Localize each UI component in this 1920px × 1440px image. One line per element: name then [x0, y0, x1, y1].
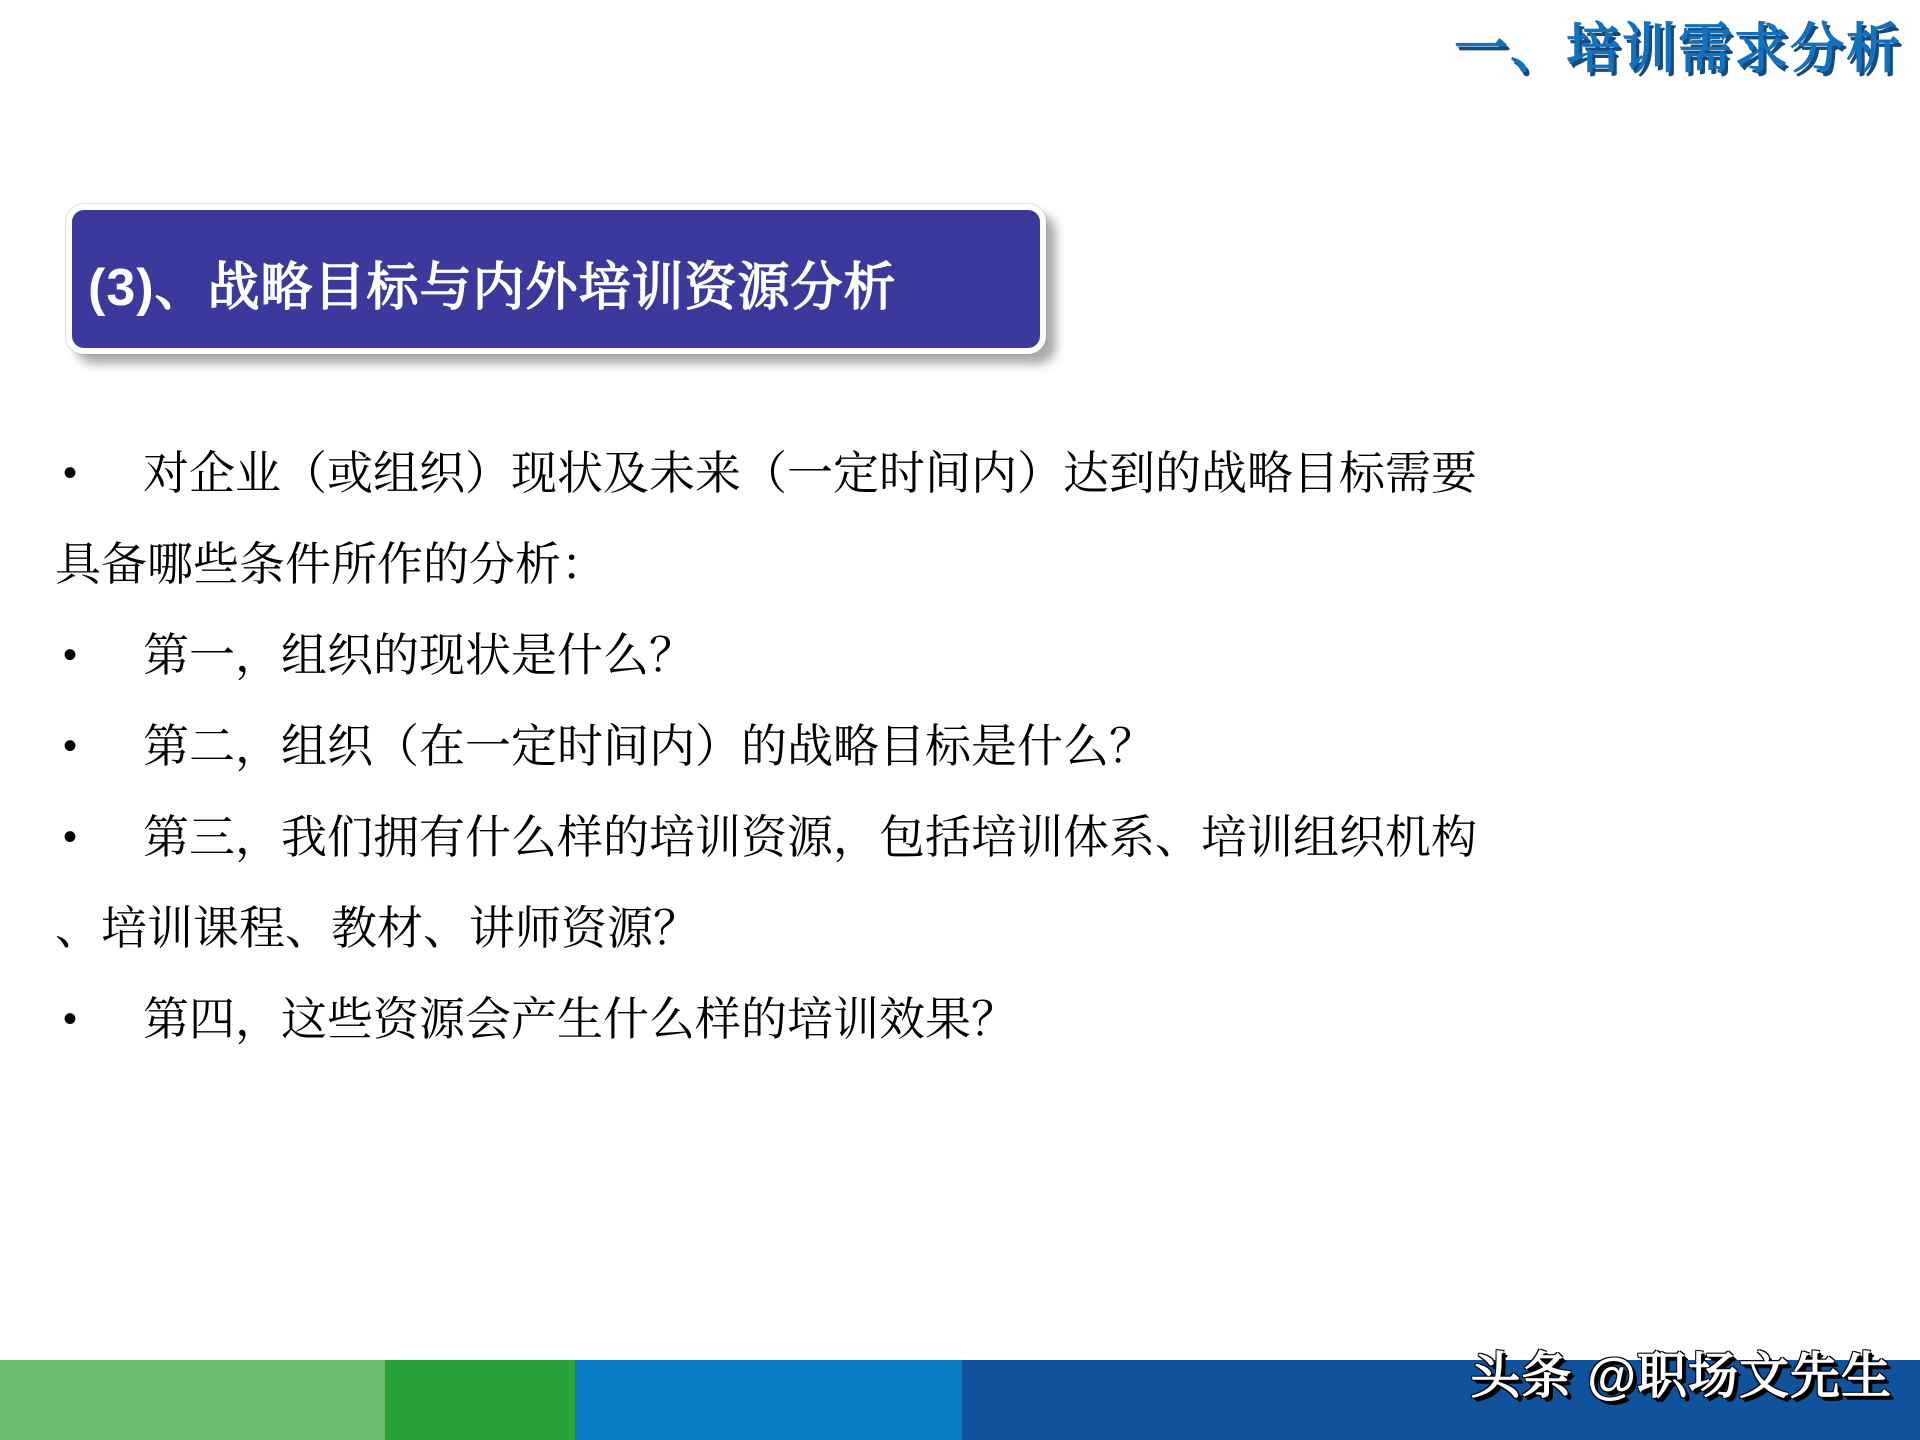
bullet-paragraph: [55, 974, 1855, 1065]
paragraph-line: [55, 974, 1855, 1065]
title-banner: [66, 204, 1046, 354]
paragraph-line: 、培训课程、教材、讲师资源？: [55, 903, 699, 954]
paragraph-line: [55, 701, 1855, 792]
watermark: 头条 @职场文先生: [1470, 1348, 1892, 1404]
paragraph-text: 第三，我们拥有什么样的培训资源，包括培训体系、培训组织机构: [143, 812, 1477, 863]
paragraph-text: 第二，组织（在一定时间内）的战略目标是什么？: [143, 721, 1155, 772]
paragraph-text: 第四，这些资源会产生什么样的培训效果？: [143, 994, 1017, 1045]
bullet-icon: •: [63, 997, 78, 1041]
bullet-icon: •: [63, 815, 78, 859]
paragraph-line: [55, 610, 1855, 701]
body-text: [55, 428, 1855, 1065]
paragraph-text: 对企业（或组织）现状及未来（一定时间内）达到的战略目标需要: [143, 448, 1477, 499]
footer-segment-light-green: [0, 1360, 385, 1440]
paragraph-line: [55, 428, 1855, 519]
footer-segment-green: [385, 1360, 575, 1440]
paragraph-text: 第一，组织的现状是什么？: [143, 630, 695, 681]
bullet-paragraph: [55, 701, 1855, 792]
paragraph-line: [55, 792, 1855, 883]
paragraph-line: 具备哪些条件所作的分析：: [55, 539, 607, 590]
bullet-paragraph: [55, 428, 1855, 610]
bullet-paragraph: [55, 610, 1855, 701]
bullet-paragraph: [55, 792, 1855, 974]
bullet-icon: •: [63, 633, 78, 677]
footer-segment-blue: [575, 1360, 962, 1440]
section-header: 一、培训需求分析: [1454, 19, 1902, 79]
bullet-icon: •: [63, 451, 78, 495]
title-banner-label: (3)、战略目标与内外培训资源分析: [88, 258, 897, 317]
bullet-icon: •: [63, 724, 78, 768]
